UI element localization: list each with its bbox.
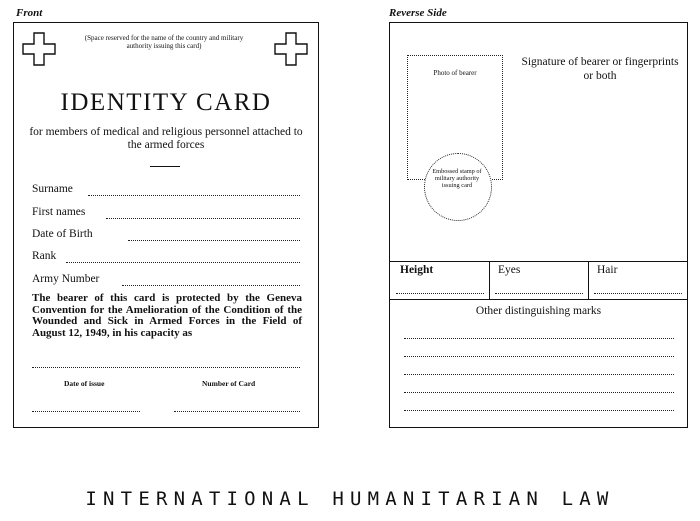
capacity-line: [32, 367, 300, 368]
height-line: [396, 293, 484, 294]
date-of-issue-label: Date of issue: [64, 379, 105, 388]
distinguishing-marks-label: Other distinguishing marks: [475, 305, 602, 317]
title-divider: [150, 166, 180, 167]
first-names-line: [106, 218, 300, 219]
surname-line: [88, 195, 300, 196]
embossed-stamp-label: Embossed stamp of military authority issuing card: [432, 168, 482, 189]
front-label: Front: [16, 7, 43, 19]
footer-title: INTERNATIONAL HUMANITARIAN LAW: [85, 488, 615, 510]
reverse-side-label: Reverse Side: [389, 7, 447, 19]
signature-label: Signature of bearer or fingerprints or both: [521, 56, 679, 82]
identity-card-reverse: [389, 22, 688, 428]
marks-line-5: [404, 410, 674, 411]
date-of-birth-line: [128, 240, 300, 241]
rank-line: [66, 262, 300, 263]
red-cross-right-icon: [274, 32, 308, 66]
card-subtitle: for members of medical and religious personnel attached to the armed forces: [29, 126, 303, 151]
eyes-label: Eyes: [498, 264, 521, 276]
number-of-card-line: [174, 411, 300, 412]
measure-row-bottom-border: [390, 299, 687, 300]
number-of-card-label: Number of Card: [202, 379, 256, 388]
rank-label: Rank: [32, 250, 57, 262]
date-of-birth-label: Date of Birth: [32, 228, 93, 240]
reserved-space-note: (Space reserved for the name of the country and military authority issuing this card): [84, 34, 244, 50]
marks-line-4: [404, 392, 674, 393]
eyes-line: [495, 293, 583, 294]
identity-card-front: [13, 22, 319, 428]
height-eyes-divider: [489, 261, 490, 299]
army-number-label: Army Number: [32, 273, 100, 285]
red-cross-left-icon: [22, 32, 56, 66]
surname-label: Surname: [32, 183, 73, 195]
measure-row-top-border: [390, 261, 687, 262]
photo-of-bearer-label: Photo of bearer: [433, 69, 477, 77]
first-names-label: First names: [32, 206, 86, 218]
marks-line-2: [404, 356, 674, 357]
army-number-line: [122, 285, 300, 286]
hair-line: [594, 293, 682, 294]
marks-line-1: [404, 338, 674, 339]
eyes-hair-divider: [588, 261, 589, 299]
date-of-issue-line: [32, 411, 140, 412]
height-label: Height: [400, 264, 434, 276]
marks-line-3: [404, 374, 674, 375]
identity-card-title: IDENTITY CARD: [60, 89, 272, 116]
hair-label: Hair: [597, 264, 618, 276]
geneva-convention-text: The bearer of this card is protected by the Geneva Convention for the Amelioration of the Condition of the Wounded and Sick in Armed Forces in the Field of August 12, 1949, in his capacity as: [32, 292, 302, 339]
